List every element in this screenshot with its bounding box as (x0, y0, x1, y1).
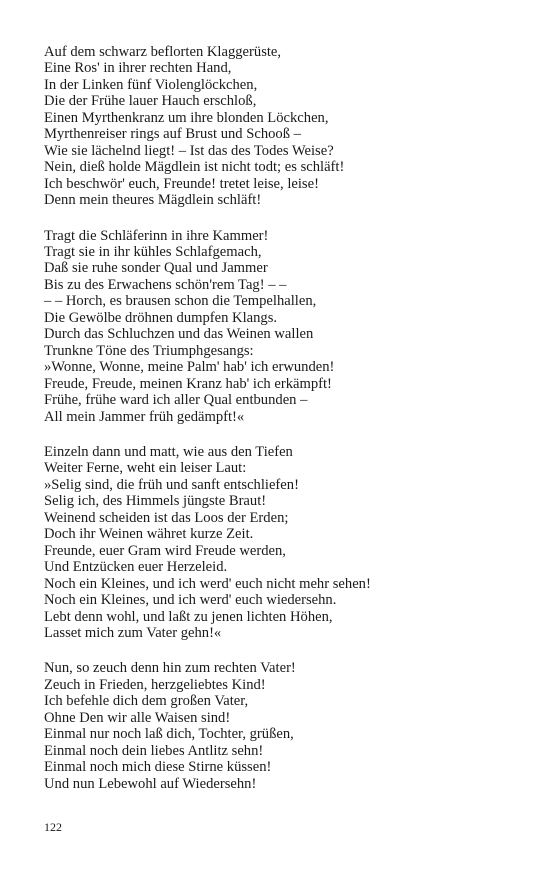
poem-line: Freunde, euer Gram wird Freude werden, (44, 542, 286, 559)
poem-line: Durch das Schluchzen und das Weinen wallen (44, 326, 314, 343)
poem-line: – – Horch, es brausen schon die Tempelhallen, (44, 293, 317, 310)
poem-line: Ich befehle dich dem großen Vater, (44, 693, 249, 710)
poem-line: Noch ein Kleines, und ich werd' euch nicht mehr sehen! (44, 575, 371, 592)
poem-line: Lasset mich zum Vater gehn!« (44, 624, 222, 641)
poem-line: Myrthenreiser rings auf Brust und Schooß – (44, 126, 301, 143)
poem-line: Und Entzücken euer Herzeleid. (44, 559, 228, 576)
poem-line: Selig ich, des Himmels jüngste Braut! (44, 493, 267, 510)
poem-line: Doch ihr Weinen währet kurze Zeit. (44, 526, 254, 543)
poem-line: Und nun Lebewohl auf Wiedersehn! (44, 775, 257, 792)
poem-line: Eine Ros' in ihrer rechten Hand, (44, 60, 232, 77)
poem-line: Die Gewölbe dröhnen dumpfen Klangs. (44, 309, 278, 326)
stanza-3 (44, 444, 514, 641)
stanza-4 (44, 660, 514, 792)
poem-line: Zeuch in Frieden, herzgeliebtes Kind! (44, 676, 266, 693)
poem-line: Trunkne Töne des Triumphgesangs: (44, 342, 254, 359)
poem-page (44, 44, 514, 811)
poem-line: Auf dem schwarz beflorten Klaggerüste, (44, 44, 282, 60)
stanza-1 (44, 44, 514, 209)
poem-line: Weinend scheiden ist das Loos der Erden; (44, 509, 289, 526)
poem-line: Lebt denn wohl, und laßt zu jenen lichten Höhen, (44, 608, 333, 625)
poem-line: Frühe, frühe ward ich aller Qual entbunden – (44, 392, 308, 409)
poem-line: Wie sie lächelnd liegt! – Ist das des Todes Weise? (44, 142, 334, 159)
stanza-2 (44, 228, 514, 425)
poem-line: Einmal noch dein liebes Antlitz sehn! (44, 742, 264, 759)
poem-line: Einen Myrthenkranz um ihre blonden Löckchen, (44, 109, 329, 126)
poem-line: Tragt die Schläferinn in ihre Kammer! (44, 227, 269, 244)
poem-line: Nein, dieß holde Mägdlein ist nicht todt; es schläft! (44, 159, 345, 176)
poem-line: Denn mein theures Mägdlein schläft! (44, 192, 262, 209)
poem-line: Einmal nur noch laß dich, Tochter, grüßen, (44, 726, 294, 743)
poem-line: Bis zu des Erwachens schön'rem Tag! – – (44, 276, 287, 293)
poem-line: Ich beschwör' euch, Freunde! tretet leise, leise! (44, 175, 319, 192)
poem-line: All mein Jammer früh gedämpft!« (44, 408, 245, 425)
poem-line: Noch ein Kleines, und ich werd' euch wiedersehn. (44, 592, 337, 609)
poem-line: Einzeln dann und matt, wie aus den Tiefen (44, 443, 293, 460)
poem-line: Einmal noch mich diese Stirne küssen! (44, 759, 272, 776)
poem-line: Nun, so zeuch denn hin zum rechten Vater! (44, 660, 296, 677)
poem-line: Freude, Freude, meinen Kranz hab' ich erkämpft! (44, 375, 332, 392)
page-number: 122 (44, 820, 62, 834)
poem-line: Daß sie ruhe sonder Qual und Jammer (44, 260, 268, 277)
poem-line: Tragt sie in ihr kühles Schlafgemach, (44, 243, 262, 260)
poem-line: Weiter Ferne, weht ein leiser Laut: (44, 460, 247, 477)
poem-line: »Wonne, Wonne, meine Palm' hab' ich erwunden! (44, 359, 335, 376)
poem-line: Die der Frühe lauer Hauch erschloß, (44, 93, 257, 110)
poem-line: Ohne Den wir alle Waisen sind! (44, 709, 231, 726)
poem-line: »Selig sind, die früh und sanft entschliefen! (44, 476, 299, 493)
poem-line: In der Linken fünf Violenglöckchen, (44, 76, 258, 93)
